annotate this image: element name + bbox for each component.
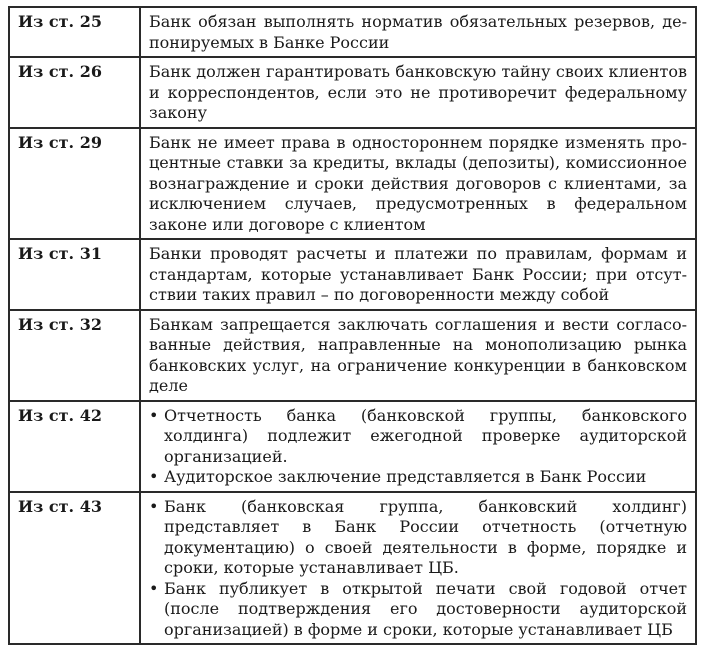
table-row [9, 310, 696, 401]
bullet-list [149, 497, 687, 641]
table-row [9, 401, 696, 492]
table-row [9, 57, 696, 128]
list-item [149, 467, 687, 488]
article-ref: Из ст. 26 [9, 57, 140, 128]
table-row [9, 128, 696, 240]
article-text: Банки проводят расчеты и платежи по правилам, формам и стандартам, которые устанавливает Банк России; при отсутствии таких правил – по договоренности между собой [140, 239, 696, 310]
bullet-icon: • [149, 467, 159, 486]
article-ref: Из ст. 29 [9, 128, 140, 240]
article-ref: Из ст. 31 [9, 239, 140, 310]
article-ref: Из ст. 25 [9, 7, 140, 57]
article-text: Банк должен гарантировать банковскую тайну своих клиентов и корреспондентов, если это не противоречит федеральному закону [140, 57, 696, 128]
list-item-text: Отчетность банка (банковской группы, банковского холдинга) подлежит ежегодной проверке аудиторской организацией. [164, 405, 687, 466]
list-item [149, 497, 687, 579]
article-ref: Из ст. 32 [9, 310, 140, 401]
list-item-text: Банк (банковская группа, банковский холдинг) представляет в Банк России отчетность (отчетную документацию) о своей деятельности в форме, порядке и сроки, которые устанавливает ЦБ. [164, 496, 687, 577]
list-item [149, 406, 687, 468]
bullet-icon: • [149, 496, 159, 516]
list-item-text: Аудиторское заключение представляется в Банк России [164, 467, 647, 486]
article-text: Банк обязан выполнять норматив обязательных резервов, депонируемых в Банке России [140, 7, 696, 57]
article-text [140, 401, 696, 492]
article-ref: Из ст. 43 [9, 492, 140, 645]
article-text: Банкам запрещается заключать соглашения и вести согласованные действия, направленные на монополизацию рынка банковских услуг, на ограничение конкуренции в банковском деле [140, 310, 696, 401]
table-row [9, 239, 696, 310]
articles-table [8, 6, 697, 645]
table-row [9, 7, 696, 57]
bullet-list [149, 406, 687, 488]
table-row [9, 492, 696, 645]
article-text: Банк не имеет права в одностороннем порядке изменять процентные ставки за кредиты, вклады (депозиты), комиссионное вознаграждение и сроки действия договоров с клиентами, за исключением случаев, предусмотренных в федеральном законе или договоре с клиентом [140, 128, 696, 240]
list-item-text: Банк публикует в открытой печати свой годовой отчет (после подтверждения его достоверности аудиторской организацией) в форме и сроки, которые устанавливает ЦБ [164, 578, 687, 639]
bullet-icon: • [149, 578, 159, 598]
list-item [149, 579, 687, 641]
bullet-icon: • [149, 405, 159, 425]
article-ref: Из ст. 42 [9, 401, 140, 492]
article-text [140, 492, 696, 645]
